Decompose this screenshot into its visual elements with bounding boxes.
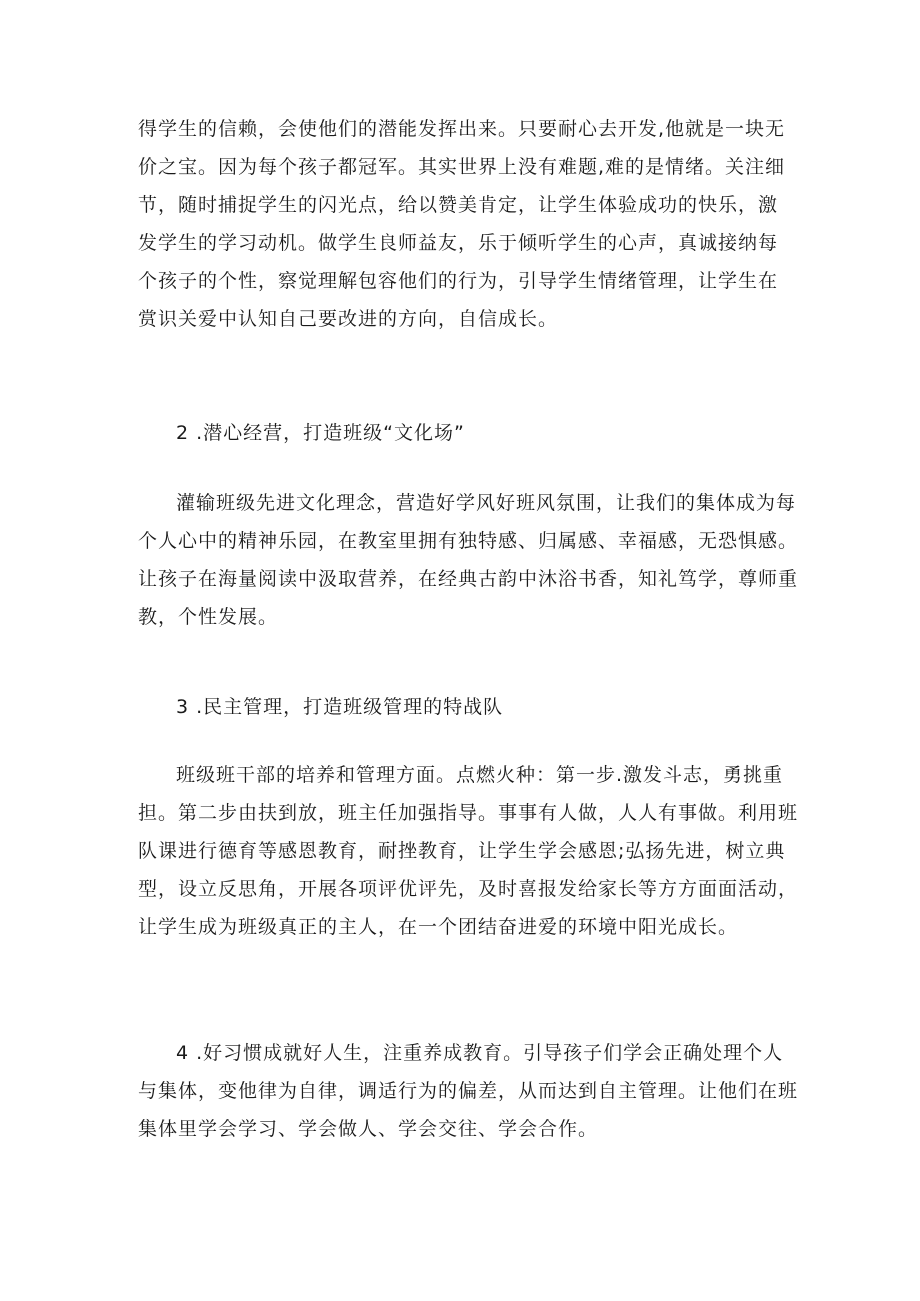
section-heading-3: 3 .民主管理，打造班级管理的特战队 — [176, 696, 504, 718]
paragraph-3 — [138, 756, 798, 946]
paragraph-line: 让孩子在海量阅读中汲取营养，在经典古韵中沐浴书香，知礼笃学，尊师重 — [138, 568, 799, 590]
section-heading-2: 2 .潜心经营，打造班级“文化场” — [176, 422, 465, 444]
paragraph-line: 价之宝。因为每个孩子都冠军。其实世界上没有难题,难的是情绪。关注细 — [138, 156, 786, 178]
paragraph-line: 班级班干部的培养和管理方面。点燃火种：第一步.激发斗志，勇挑重 — [176, 764, 784, 786]
paragraph-line: 4 .好习惯成就好人生，注重养成教育。引导孩子们学会正确处理个人 — [176, 1042, 784, 1064]
paragraph-line: 担。第二步由扶到放，班主任加强指导。事事有人做，人人有事做。利用班 — [138, 802, 799, 824]
paragraph-line: 灌输班级先进文化理念，营造好学风好班风氛围，让我们的集体成为每 — [176, 492, 797, 514]
paragraph-4 — [138, 1034, 798, 1148]
paragraph-line: 节，随时捕捉学生的闪光点，给以赞美肯定，让学生体验成功的快乐，激 — [138, 194, 779, 216]
paragraph-line: 队课进行德育等感恩教育，耐挫教育，让学生学会感恩;弘扬先进，树立典 — [138, 840, 786, 862]
paragraph-line: 集体里学会学习、学会做人、学会交往、学会合作。 — [138, 1118, 599, 1140]
paragraph-line: 发学生的学习动机。做学生良师益友，乐于倾听学生的心声，真诚接纳每 — [138, 232, 779, 254]
paragraph-line: 让学生成为班级真正的主人，在一个团结奋进爱的环境中阳光成长。 — [138, 916, 739, 938]
paragraph-line: 教，个性发展。 — [138, 606, 279, 628]
paragraph-line: 与集体，变他律为自律，调适行为的偏差，从而达到自主管理。让他们在班 — [138, 1080, 799, 1102]
paragraph-line: 个孩子的个性，察觉理解包容他们的行为，引导学生情绪管理，让学生在 — [138, 270, 779, 292]
paragraph-line: 得学生的信赖，会使他们的潜能发挥出来。只要耐心去开发,他就是一块无 — [138, 118, 786, 140]
paragraph-line: 赏识关爱中认知自己要改进的方向，自信成长。 — [138, 308, 559, 330]
paragraph-1 — [138, 110, 798, 338]
paragraph-line: 型，设立反思角，开展各项评优评先，及时喜报发给家长等方方面面活动， — [138, 878, 799, 900]
paragraph-line: 个人心中的精神乐园，在教室里拥有独特感、归属感、幸福感，无恐惧感。 — [138, 530, 799, 552]
paragraph-2 — [138, 484, 798, 636]
